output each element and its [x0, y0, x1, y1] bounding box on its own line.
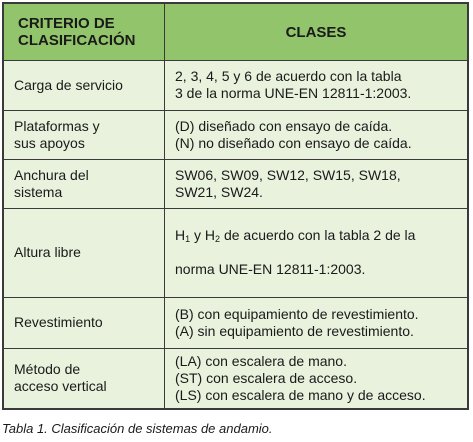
classification-table-container — [2, 2, 469, 410]
row-criterio: Altura libre — [4, 208, 165, 298]
table-row — [4, 298, 468, 349]
table-header-row — [4, 4, 468, 61]
header-clases: CLASES — [165, 4, 468, 61]
altura-line-1 — [175, 227, 461, 244]
header-criterio: CRITERIO DE CLASIFICACIÓN — [4, 4, 165, 61]
row-clases: 2, 3, 4, 5 y 6 de acuerdo con la tabla 3 de la norma UNE-EN 12811-1:2003. — [165, 61, 468, 111]
row-clases: SW06, SW09, SW12, SW15, SW18, SW21, SW24. — [165, 159, 468, 208]
altura-sub1: 1 — [185, 234, 191, 245]
table-row — [4, 110, 468, 159]
altura-h1: H — [175, 227, 186, 244]
classification-table — [3, 3, 468, 409]
table-row — [4, 61, 468, 111]
altura-h2: H — [204, 227, 216, 244]
altura-line-2: norma UNE-EN 12811-1:2003. — [175, 261, 366, 278]
row-clases: (B) con equipamiento de revestimiento. (A) sin equipamiento de revestimiento. — [165, 298, 468, 349]
row-criterio: Revestimiento — [4, 298, 165, 349]
row-criterio: Método de acceso vertical — [4, 348, 165, 408]
row-clases: (D) diseñado con ensayo de caída. (N) no diseñado con ensayo de caída. — [165, 110, 468, 159]
table-row — [4, 208, 468, 298]
table-row — [4, 159, 468, 208]
table-caption: Tabla 1. Clasificación de sistemas de andamio. — [2, 421, 273, 436]
altura-y: y — [190, 227, 205, 244]
altura-sub2: 2 — [215, 234, 221, 245]
row-clases-altura — [165, 208, 468, 298]
row-criterio: Anchura del sistema — [4, 159, 165, 208]
altura-rest-line1: de acuerdo con la tabla 2 de la — [220, 227, 416, 244]
row-criterio: Plataformas y sus apoyos — [4, 110, 165, 159]
row-criterio: Carga de servicio — [4, 61, 165, 111]
row-clases: (LA) con escalera de mano. (ST) con escalera de acceso. (LS) con escalera de mano y de acceso. — [165, 348, 468, 408]
table-row — [4, 348, 468, 408]
